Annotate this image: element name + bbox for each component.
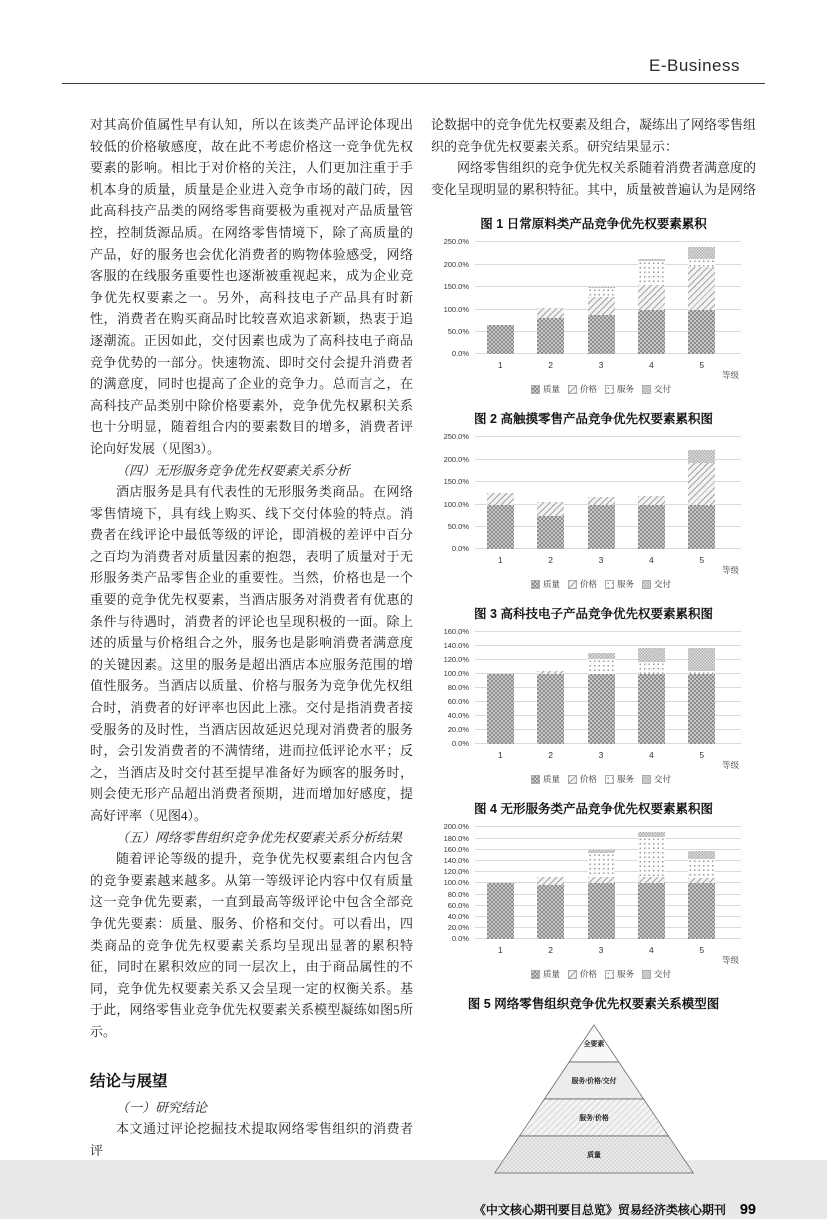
legend-item-price — [568, 773, 597, 785]
bar-segment-price — [537, 308, 564, 318]
legend-item-service — [605, 578, 634, 590]
stacked-bar — [688, 648, 715, 745]
bar-segment-quality — [638, 674, 665, 744]
y-axis-tick-label: 0.0% — [451, 739, 469, 749]
y-axis-tick-label: 0.0% — [451, 544, 469, 554]
y-axis-tick-label: 0.0% — [451, 934, 469, 944]
pyramid-level-label: 服务/价格 — [578, 1115, 609, 1123]
stacked-bar — [638, 496, 665, 549]
bar-segment-price — [537, 502, 564, 516]
legend-marker-service — [605, 970, 614, 979]
subsection-heading-1: （一）研究结论 — [116, 1099, 208, 1115]
bar-segment-quality — [487, 505, 514, 550]
paragraph-continuation: 对其高价值属性早有认知，所以在该类产品评论体现出较低的价格敏感度，故在此不考虑价格这一竞争优先权要素的影响。相比于对价格的关注，人们更加注重于手机本身的质量，质量是企业进入竞争市场的敲门砖，因此高科技产品类的网络零售商要极为重视对产品质量管控，控制货源品质。在网络零售情境下，除了高质量的产品，好的服务也会优化消费者的购物体验感受，网络客服的在线服务重要性也逐渐被重视起来，成为企业竞争优先权要素之一。另外，高科技电子产品具有时新性，消费者在购买商品时比较喜欢追求新颖，热衷于追逐潮流。正因如此，交付因素也成为了高科技电子商品竞争优势的一部分。快速物流、即时交付会提升消费者的满意度，同时也提高了企业的竞争力。总而言之，在高科技产品类别中除价格要素外，竞争优先权累积关系也十分明显，随着组合内的要素数目的增多，消费者评论向好发展（见图3）。 — [90, 117, 413, 456]
stacked-bar — [688, 851, 715, 939]
legend-label: 质量 — [542, 579, 560, 590]
legend-label: 服务 — [617, 969, 635, 980]
journal-section-label: E-Business — [649, 56, 740, 75]
paragraph-continuation-right: 论数据中的竞争优先权要素及组合，凝练出了网络零售组织的竞争优先权要素关系。研究结果显示： — [431, 117, 757, 154]
y-axis-tick-label: 20.0% — [447, 923, 469, 933]
bar-segment-quality — [688, 310, 715, 355]
legend-marker-delivery — [642, 775, 651, 784]
pyramid-level-label: 服务/价格/交付 — [570, 1078, 617, 1086]
bar-segment-price — [588, 497, 615, 505]
x-axis-tick-label: 4 — [649, 750, 654, 761]
stacked-bar — [537, 877, 564, 940]
subsection-heading-4: （四）无形服务竞争优先权要素关系分析 — [116, 462, 351, 478]
stacked-bar-chart — [443, 822, 739, 980]
bar-segment-quality — [688, 505, 715, 550]
y-axis-tick-label: 100.0% — [443, 304, 469, 314]
chart-legend — [475, 578, 727, 590]
x-axis-tick-label: 2 — [548, 750, 553, 761]
bar-segment-price — [487, 493, 514, 504]
legend-marker-service — [605, 580, 614, 589]
bar-segment-service — [638, 837, 665, 877]
legend-item-quality — [531, 968, 560, 980]
x-axis-tick-label: 5 — [699, 945, 705, 956]
legend-marker-price — [568, 970, 577, 979]
stacked-bar — [588, 287, 615, 354]
section-heading-conclusion: 结论与展望 — [90, 1072, 168, 1090]
y-axis-tick-label: 100.0% — [443, 499, 469, 509]
bar-segment-service — [588, 659, 615, 674]
bar-segment-delivery — [638, 648, 665, 661]
figure-caption: 图 4 无形服务类产品竞争优先权要素累积图 — [474, 802, 713, 817]
bar-segment-quality — [588, 674, 615, 744]
y-axis-tick-label: 60.0% — [447, 900, 469, 910]
x-axis-tick-label: 2 — [548, 555, 553, 566]
legend-label: 服务 — [617, 579, 635, 590]
stacked-bar — [638, 259, 665, 354]
pyramid-svg — [491, 1022, 697, 1176]
gridline — [475, 838, 741, 839]
gridline — [475, 241, 741, 242]
bar-segment-delivery — [688, 247, 715, 259]
legend-item-delivery — [642, 383, 671, 395]
y-axis-tick-label: 250.0% — [443, 237, 469, 247]
legend-item-quality — [531, 578, 560, 590]
bar-segment-service — [688, 259, 715, 267]
x-axis-tick-label: 2 — [548, 360, 553, 371]
stacked-bar — [487, 493, 514, 549]
pyramid-level-label: 全要素 — [583, 1041, 604, 1049]
legend-label: 服务 — [617, 384, 635, 395]
legend-item-service — [605, 773, 634, 785]
legend-label: 质量 — [542, 969, 560, 980]
pyramid-diagram — [431, 1022, 756, 1181]
figure-caption: 图 1 日常原料类产品竞争优先权要素累积 — [480, 217, 707, 232]
legend-marker-service — [605, 775, 614, 784]
bar-segment-price — [588, 877, 615, 884]
chart-plot-area — [443, 627, 739, 771]
bar-segment-price — [537, 877, 564, 885]
legend-item-quality — [531, 383, 560, 395]
bar-segment-service — [688, 859, 715, 877]
legend-label: 价格 — [579, 774, 597, 785]
gridline — [475, 631, 741, 632]
bar-segment-price — [638, 285, 665, 311]
bar-segment-service — [588, 288, 615, 297]
x-axis-tick-label: 3 — [598, 360, 604, 371]
y-axis-tick-label: 160.0% — [443, 627, 469, 637]
legend-marker-quality — [531, 970, 540, 979]
y-axis-tick-label: 150.0% — [443, 282, 469, 292]
y-axis-tick-label: 80.0% — [447, 683, 469, 693]
stacked-bar — [537, 308, 564, 355]
figure-block — [431, 604, 756, 785]
y-axis-tick-label: 50.0% — [447, 326, 469, 336]
stacked-bar — [638, 832, 665, 940]
legend-label: 交付 — [654, 969, 672, 980]
bar-segment-quality — [487, 883, 514, 939]
x-axis-tick-label: 1 — [497, 750, 503, 761]
x-axis-tick-label: 3 — [598, 750, 604, 761]
legend-item-price — [568, 383, 597, 395]
gridline — [475, 645, 741, 646]
chart-plot-area — [443, 822, 739, 966]
x-axis-tick-label: 5 — [699, 360, 705, 371]
y-axis-tick-label: 100.0% — [443, 878, 469, 888]
paragraph-analysis-result: 随着评论等级的提升，竞争优先权要素组合内包含的竞争要素越来越多。从第一等级评论内容中仅有质量这一竞争优先要素，一直到最高等级评论中包含全部竞争优先要素：质量、服务、价格和交付。可以看出，四类商品的竞争优先权要素关系均呈现出显著的累积特征，同时在累积效应的同一层次上，由于商品属性的不同，竞争优先权要素关系又会呈现一定的权衡关系。基于此，网络零售业竞争优先权要素关系模型凝练如图5所示。 — [90, 851, 413, 1039]
stacked-bar — [537, 502, 564, 549]
y-axis-tick-label: 200.0% — [443, 259, 469, 269]
x-axis-tick-label: 5 — [699, 750, 705, 761]
x-axis-title: 等级 — [721, 760, 739, 771]
figures-container — [431, 214, 756, 1181]
x-axis-tick-label: 4 — [649, 360, 654, 371]
legend-marker-delivery — [642, 580, 651, 589]
figure-block — [431, 409, 756, 590]
y-axis-tick-label: 100.0% — [443, 669, 469, 679]
gridline — [475, 826, 741, 827]
x-axis-tick-label: 5 — [699, 555, 705, 566]
bar-segment-delivery — [688, 851, 715, 859]
page-number: 99 — [739, 1202, 756, 1219]
y-axis-tick-label: 160.0% — [443, 844, 469, 854]
bar-segment-service — [588, 853, 615, 877]
bar-segment-service — [638, 662, 665, 675]
x-axis-title: 等级 — [721, 565, 739, 576]
legend-item-delivery — [642, 968, 671, 980]
legend-marker-quality — [531, 385, 540, 394]
journal-core-note: 《中文核心期刊要目总览》贸易经济类核心期刊 — [473, 1203, 726, 1218]
y-axis-tick-label: 200.0% — [443, 454, 469, 464]
stacked-bar-chart — [443, 237, 739, 395]
stacked-bar-chart — [443, 627, 739, 785]
y-axis-tick-label: 20.0% — [447, 725, 469, 735]
chart-plot-area — [443, 432, 739, 576]
legend-label: 质量 — [542, 384, 560, 395]
x-axis-tick-label: 3 — [598, 555, 604, 566]
stacked-bar — [588, 497, 615, 549]
stacked-bar — [487, 674, 514, 744]
figure-caption: 图 2 高触摸零售产品竞争优先权要素累积图 — [474, 412, 713, 427]
legend-label: 价格 — [579, 969, 597, 980]
y-axis-tick-label: 40.0% — [447, 711, 469, 721]
stacked-bar — [688, 247, 715, 355]
figure-caption: 图 5 网络零售组织竞争优先权要素关系模型图 — [467, 997, 720, 1012]
bar-segment-quality — [487, 325, 514, 354]
bar-segment-quality — [537, 516, 564, 550]
legend-label: 价格 — [579, 384, 597, 395]
y-axis-tick-label: 120.0% — [443, 867, 469, 877]
legend-label: 交付 — [654, 579, 672, 590]
bar-segment-quality — [537, 885, 564, 939]
bar-segment-quality — [588, 315, 615, 354]
y-axis-tick-label: 140.0% — [443, 855, 469, 865]
chart-legend — [475, 383, 727, 395]
legend-item-service — [605, 383, 634, 395]
legend-marker-quality — [531, 580, 540, 589]
y-axis-tick-label: 200.0% — [443, 822, 469, 832]
figure-block — [431, 994, 756, 1181]
legend-item-delivery — [642, 578, 671, 590]
bar-segment-quality — [588, 505, 615, 550]
bar-segment-price — [638, 496, 665, 505]
legend-marker-quality — [531, 775, 540, 784]
legend-marker-price — [568, 580, 577, 589]
y-axis-tick-label: 40.0% — [447, 911, 469, 921]
stacked-bar-chart — [443, 432, 739, 590]
stacked-bar — [487, 325, 514, 354]
legend-item-price — [568, 968, 597, 980]
y-axis-tick-label: 60.0% — [447, 697, 469, 707]
legend-label: 交付 — [654, 384, 672, 395]
bar-segment-quality — [638, 505, 665, 550]
y-axis-tick-label: 180.0% — [443, 833, 469, 843]
bar-segment-delivery — [688, 648, 715, 671]
bar-segment-quality — [638, 310, 665, 354]
left-column — [90, 114, 413, 1219]
legend-label: 服务 — [617, 774, 635, 785]
stacked-bar — [537, 671, 564, 745]
subsection-heading-5: （五）网络零售组织竞争优先权要素关系分析结果 — [116, 829, 403, 845]
bar-segment-price — [688, 267, 715, 310]
chart-legend — [475, 773, 727, 785]
x-axis-tick-label: 4 — [649, 945, 654, 956]
stacked-bar — [588, 850, 615, 940]
legend-marker-price — [568, 775, 577, 784]
legend-marker-delivery — [642, 385, 651, 394]
figure-block — [431, 799, 756, 980]
legend-label: 质量 — [542, 774, 560, 785]
right-column — [431, 114, 756, 1219]
bar-segment-quality — [688, 883, 715, 939]
paragraph-intangible-services: 酒店服务是具有代表性的无形服务类商品。在网络零售情境下，具有线上购买、线下交付体验的特点。消费者在线评论中最低等级的评论，即消极的差评中百分之百均为消费者对质量因素的抱怨，表明了质量对于无形服务类产品零售企业的重要性。当然，价格也是一个重要的竞争优先权要素，当酒店服务对消费者有优惠的条件与待遇时，消费者的评论也呈现积极的一面。除上述的质量与价格组合之外，服务也是影响消费者满意度的关键因素。这里的服务是超出酒店本应服务范围的增值性服务。当酒店以质量、价格与服务为竞争优先权组合时，消费者的好评率也因此上涨。交付是指消费者接受服务的及时性，当酒店因故延迟兑现对消费者的服务时，会引发消费者的不满情绪，进而拉低评论水平；反之，当酒店及时交付甚至提早准备好为顾客的服务时，则会使无形产品超出消费者预期，进而增加好感度，提高好评率（见图4）。 — [90, 484, 413, 823]
bar-segment-price — [588, 297, 615, 315]
page-header — [0, 0, 827, 76]
x-axis-title: 等级 — [721, 370, 739, 381]
legend-item-delivery — [642, 773, 671, 785]
y-axis-tick-label: 150.0% — [443, 477, 469, 487]
bar-segment-quality — [688, 674, 715, 744]
legend-label: 价格 — [579, 579, 597, 590]
y-axis-tick-label: 250.0% — [443, 432, 469, 442]
bar-segment-price — [688, 463, 715, 504]
x-axis-tick-label: 2 — [548, 945, 553, 956]
legend-item-price — [568, 578, 597, 590]
bar-segment-delivery — [688, 450, 715, 463]
paragraph-results: 网络零售组织的竞争优先权关系随着消费者满意度的变化呈现明显的累积特征。其中，质量被普遍认为是网络 — [431, 160, 757, 197]
bar-segment-quality — [537, 318, 564, 355]
two-column-body — [0, 84, 827, 1219]
figure-caption: 图 3 高科技电子产品竞争优先权要素累积图 — [474, 607, 713, 622]
stacked-bar — [688, 450, 715, 549]
y-axis-tick-label: 120.0% — [443, 655, 469, 665]
page-footer — [431, 1201, 756, 1219]
x-axis-tick-label: 1 — [497, 360, 503, 371]
legend-item-quality — [531, 773, 560, 785]
bar-segment-service — [638, 261, 665, 285]
legend-marker-price — [568, 385, 577, 394]
pyramid-level-label: 质量 — [586, 1152, 601, 1160]
x-axis-tick-label: 1 — [497, 555, 503, 566]
chart-legend — [475, 968, 727, 980]
gridline — [475, 436, 741, 437]
chart-plot-area — [443, 237, 739, 381]
bar-segment-quality — [537, 674, 564, 744]
y-axis-tick-label: 140.0% — [443, 641, 469, 651]
stacked-bar — [588, 653, 615, 744]
legend-marker-delivery — [642, 970, 651, 979]
bar-segment-quality — [588, 883, 615, 939]
bar-segment-quality — [638, 883, 665, 939]
x-axis-tick-label: 1 — [497, 945, 503, 956]
legend-item-service — [605, 968, 634, 980]
stacked-bar — [638, 648, 665, 744]
bar-segment-quality — [487, 674, 514, 744]
x-axis-tick-label: 3 — [598, 945, 604, 956]
y-axis-tick-label: 80.0% — [447, 889, 469, 899]
legend-label: 交付 — [654, 774, 672, 785]
legend-marker-service — [605, 385, 614, 394]
x-axis-title: 等级 — [721, 955, 739, 966]
stacked-bar — [487, 883, 514, 939]
figure-block — [431, 214, 756, 395]
bar-segment-price — [638, 877, 665, 884]
y-axis-tick-label: 50.0% — [447, 521, 469, 531]
y-axis-tick-label: 0.0% — [451, 349, 469, 359]
paragraph-conclusion-start: 本文通过评论挖掘技术提取网络零售组织的消费者评 — [90, 1121, 413, 1158]
x-axis-tick-label: 4 — [649, 555, 654, 566]
